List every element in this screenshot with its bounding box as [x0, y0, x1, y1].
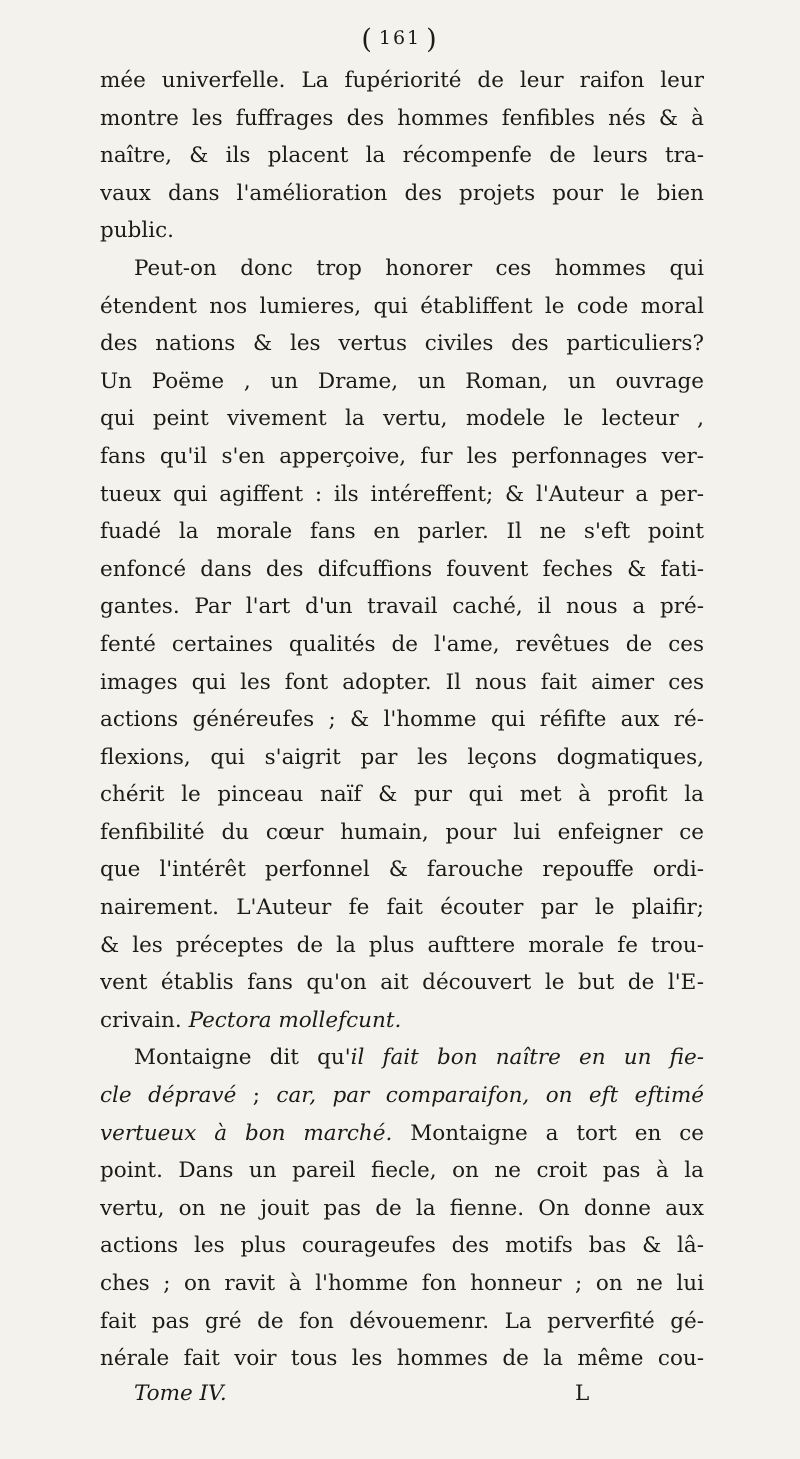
text-line [100, 1039, 704, 1077]
line-text: fans qu'il s'en apperçoive, fur les perfonnages ver- [100, 443, 704, 469]
line-text: Montaigne dit qu' [134, 1045, 351, 1071]
text-line [100, 363, 704, 401]
line-text: chérit le pinceau naïf & pur qui met à profit la [100, 782, 704, 808]
text-line [100, 739, 704, 777]
text-line [100, 927, 704, 965]
text-line [100, 1190, 704, 1228]
line-text: naître, & ils placent la récompenfe de leurs tra- [100, 143, 704, 169]
line-text: public. [100, 218, 175, 244]
text-line [100, 137, 704, 175]
text-line [100, 1227, 704, 1265]
text-line [100, 100, 704, 138]
line-text: vertu, on ne jouit pas de la fienne. On donne aux [100, 1195, 704, 1221]
line-text: Un Poëme , un Drame, un Roman, un ouvrage [100, 368, 704, 394]
line-text: nérale fait voir tous les hommes de la même cou- [100, 1346, 704, 1372]
tome-label: Tome IV. [134, 1381, 227, 1406]
line-text: nairement. L'Auteur fe fait écouter par le plaifir; [100, 895, 704, 921]
text-line [100, 438, 704, 476]
text-line [100, 889, 704, 927]
line-text: ; [236, 1083, 277, 1109]
line-text: Peut-on donc trop honorer ces hommes qui [134, 255, 704, 281]
text-line [100, 1002, 704, 1040]
line-text: vaux dans l'amélioration des projets pour le bien [100, 180, 704, 206]
line-text: fuadé la morale fans en parler. Il ne s'eft point [100, 519, 704, 545]
line-text: images qui les font adopter. Il nous fait aimer ces [100, 669, 704, 695]
page-number: 161 [378, 27, 422, 49]
line-text: actions les plus courageufes des motifs bas & lâ- [100, 1233, 704, 1259]
line-text: qui peint vivement la vertu, modele le lecteur , [100, 406, 704, 432]
line-text: étendent nos lumieres, qui établiffent le code moral [100, 293, 704, 319]
line-text: fenfibilité du cœur humain, pour lui enfeigner ce [100, 819, 704, 845]
text-line [100, 964, 704, 1002]
text-line [100, 588, 704, 626]
italic-text: cle dépravé [100, 1083, 237, 1109]
line-text: montre les fuffrages des hommes fenfibles nés & à [100, 105, 704, 131]
line-text: tueux qui agiffent : ils intéreffent; & l'Auteur a per- [100, 481, 704, 507]
line-text: point. Dans un pareil fiecle, on ne croit pas à la [100, 1158, 704, 1184]
text-line [100, 325, 704, 363]
text-line [100, 701, 704, 739]
line-text: Montaigne a tort en ce [392, 1120, 704, 1146]
text-line [100, 1303, 704, 1341]
line-text: mée univerfelle. La fupériorité de leur raifon leur [100, 68, 704, 93]
text-line [100, 1115, 704, 1153]
text-line [100, 1265, 704, 1303]
text-line [100, 1077, 704, 1115]
text-line [100, 62, 704, 100]
italic-text: vertueux à bon marché. [100, 1120, 393, 1146]
text-line [100, 1152, 704, 1190]
line-text: gantes. Par l'art d'un travail caché, il nous a pré- [100, 594, 704, 620]
line-text: fenté certaines qualités de l'ame, revêtues de ces [100, 631, 704, 657]
text-line [100, 776, 704, 814]
text-line [100, 664, 704, 702]
text-line [100, 250, 704, 288]
text-line [100, 513, 704, 551]
page-footer [100, 1375, 704, 1413]
page-header [0, 18, 800, 60]
line-text: que l'intérêt perfonnel & farouche repouffe ordi- [100, 857, 704, 883]
line-text: & les préceptes de la plus aufttere morale fe trou- [100, 932, 704, 958]
text-line [100, 814, 704, 852]
italic-text: car, par comparaifon, on eft eftimé [276, 1083, 704, 1109]
italic-text: Pectora mollefcunt. [188, 1007, 402, 1033]
italic-text: il fait bon naître en un fie- [350, 1045, 704, 1071]
text-line [100, 551, 704, 589]
line-text: actions généreufes ; & l'homme qui réfifte aux ré- [100, 707, 704, 733]
text-line [100, 626, 704, 664]
text-line [100, 851, 704, 889]
text-line [100, 1340, 704, 1378]
text-line [100, 400, 704, 438]
text-line [100, 288, 704, 326]
header-close-paren: ) [426, 24, 439, 55]
line-text: ches ; on ravit à l'homme fon honneur ; on ne lui [100, 1271, 704, 1296]
text-line [100, 212, 704, 250]
text-line [100, 175, 704, 213]
body-text [100, 62, 704, 1378]
line-text: enfoncé dans des difcuffions fouvent feches & fati- [100, 556, 704, 582]
signature-mark: L [575, 1381, 590, 1406]
line-text: des nations & les vertus civiles des particuliers? [100, 331, 704, 357]
text-line [100, 476, 704, 514]
header-open-paren: ( [361, 24, 374, 55]
line-text: fait pas gré de fon dévouemenr. La perverfité gé- [100, 1308, 704, 1334]
line-text: flexions, qui s'aigrit par les leçons dogmatiques, [100, 744, 704, 770]
line-text: crivain. [100, 1007, 189, 1033]
line-text: vent établis fans qu'on ait découvert le but de l'E- [100, 970, 704, 996]
